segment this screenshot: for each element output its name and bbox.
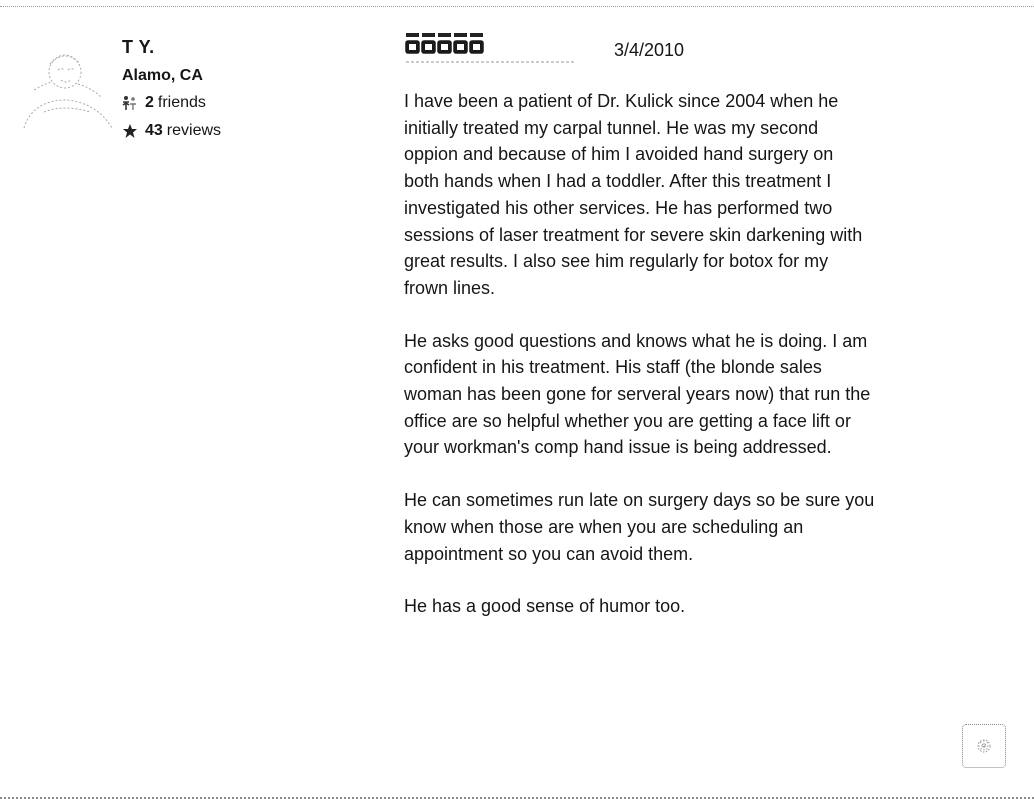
review-line: frown lines. (404, 277, 496, 298)
review-line: sessions of laser treatment for severe skin darkening with (404, 224, 863, 245)
friends-number: 2 (145, 94, 154, 111)
review-date: 3/4/2010 (614, 40, 685, 60)
flag-icon (973, 735, 995, 757)
review-paragraph (404, 328, 1004, 462)
review-line: He asks good questions and knows what he is doing. I am (404, 330, 868, 351)
rating-star-inner (441, 44, 448, 50)
rating-star-cap (438, 33, 451, 37)
rating-star-cap (422, 33, 435, 37)
rating-star-cap (454, 33, 467, 37)
review-line: office are so helpful whether you are getting a face lift or (404, 410, 851, 431)
review-paragraph (404, 593, 1004, 620)
top-divider (0, 6, 1034, 7)
rating-star-inner (473, 44, 480, 50)
review-paragraph (404, 487, 1004, 567)
review-line: your workman's comp hand issue is being addressed. (404, 437, 832, 458)
star-icon (122, 123, 138, 139)
flag-button[interactable] (962, 724, 1006, 768)
user-silhouette-icon[interactable] (20, 42, 120, 132)
review-line: confident in his treatment. His staff (the blonde sales (404, 357, 822, 378)
bottom-divider (0, 797, 1034, 799)
reviewer-location: Alamo, CA (122, 67, 203, 84)
review-line: He can sometimes run late on surgery days so be sure you (404, 490, 875, 511)
reviews-count[interactable] (122, 121, 221, 141)
rating-star-cap (470, 33, 483, 37)
review-line: woman has been gone for serveral years now) that run the (404, 384, 871, 405)
review-paragraph (404, 88, 1004, 302)
rating-star-cap (406, 33, 419, 37)
review-line: investigated his other services. He has performed two (404, 197, 833, 218)
review-line: appointment so you can avoid them. (404, 543, 694, 564)
review-line: initially treated my carpal tunnel. He was my second (404, 117, 819, 138)
reviews-number: 43 (145, 122, 163, 139)
rating-star-inner (457, 44, 464, 50)
rating-stars (404, 29, 579, 69)
review-line: know when those are when you are scheduling an (404, 516, 804, 537)
reviewer-name[interactable]: T Y. (122, 37, 155, 57)
friends-label: friends (157, 94, 206, 111)
review-line: oppion and because of him I avoided hand surgery on (404, 144, 834, 165)
review-line: great results. I also see him regularly for botox for my (404, 251, 829, 272)
rating-star-inner (409, 44, 416, 50)
friends-icon (122, 95, 138, 111)
rating-star-inner (425, 44, 432, 50)
reviewer-info (122, 37, 221, 149)
review-line: I have been a patient of Dr. Kulick since 2004 when he (404, 91, 839, 111)
review-line: He has a good sense of humor too. (404, 596, 686, 617)
review-text (404, 88, 1004, 646)
review-line: both hands when I had a toddler. After this treatment I (404, 171, 832, 192)
reviews-label: reviews (166, 122, 222, 139)
friends-count[interactable] (122, 93, 221, 113)
